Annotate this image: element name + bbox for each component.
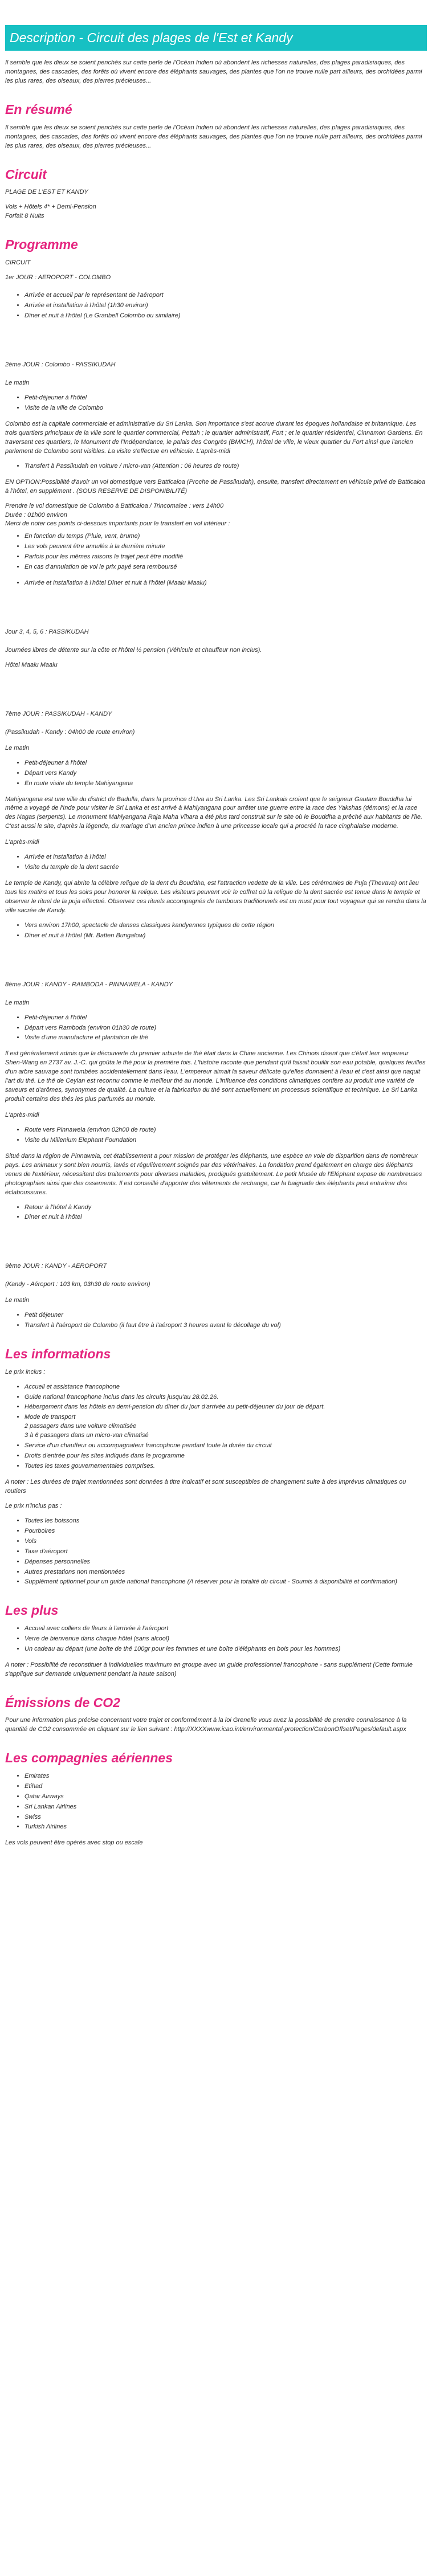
day7-sub: (Passikudah - Kandy : 04h00 de route environ) [5,728,135,736]
day2-note: Merci de noter ces points ci-dessous importants pour le transfert en vol intérieur : [5,520,230,528]
list-item: • Sri Lankan Airlines [25,1803,427,1812]
list-item: • Dépenses personnelles [25,1558,427,1567]
programme-label: CIRCUIT [5,259,31,266]
list-item: • Mode de transport 2 passagers dans une voiture climatisée 3 à 6 passagers dans un micro-van climatisé [25,1413,427,1440]
list-item: • Un cadeau au départ (une boîte de thé 100gr pour les femmes et une boîte d'éléphants en bois pour les hommes) [25,1645,427,1654]
day3-hotel: Hôtel Maalu Maalu [5,661,58,668]
compagnies-list [5,1772,427,1832]
day3-title: Jour 3, 4, 5, 6 : PASSIKUDAH [5,628,89,636]
day7-matin-label: Le matin [5,744,30,752]
day7-pm-label: L'après-midi [5,839,39,846]
list-item: • Turkish Airlines [25,1823,427,1832]
inclus-list [5,1383,427,1471]
day9-matin-label: Le matin [5,1297,30,1304]
list-item: • En route visite du temple Mahiyangana [25,779,427,789]
day8-elephant: Situé dans la région de Pinnawela, cet établissement a pour mission de protéger les éléphants, une espèce en voie de disparition dans de nombreux pays. Les animaux y sont bien nourris, lavés et régulièrement soignés par des vétérinaires. La fondation prend également en charge des éléphants venus de l'extérieur, nécessitant des traitements pour diverses maladies, prodigués gratuitement. Le petit Musée de l'Eléphant expose de nombreuses photographies ainsi que des ossements. Il est conseillé d'apporter des vêtements de rechange, car la baignade des éléphants peut entraîner des éclaboussures. [5,1152,422,1196]
co2-heading: Émissions de CO2 [5,1695,120,1710]
day2-transfer-list [5,462,427,471]
list-item: • Arrivée et installation à l'hôtel (1h30 environ) [25,301,427,311]
list-item: • Dîner et nuit à l'hôtel (Mt. Batten Bungalow) [25,932,427,941]
exclus-label: Le prix n'inclus pas : [5,1502,62,1509]
list-item: • En fonction du temps (Pluie, vent, brume) [25,532,427,541]
list-item: • Petit-déjeuner à l'hôtel [25,1014,427,1023]
day9-sub: (Kandy - Aéroport : 103 km, 03h30 de route environ) [5,1281,150,1288]
compagnies-note: Les vols peuvent être opérés avec stop ou escale [5,1839,143,1847]
day8-end-list [5,1203,427,1223]
list-item: • Autres prestations non mentionnées [25,1568,427,1577]
day2-end-list [5,579,427,588]
day9-title: 9ème JOUR : KANDY - AEROPORT [5,1263,107,1270]
circuit-heading: Circuit [5,166,47,182]
list-item: • Guide national francophone inclus dans les circuits jusqu'au 28.02.26. [25,1393,427,1402]
day2-title: 2ème JOUR : Colombo - PASSIKUDAH [5,361,116,369]
plus-list [5,1624,427,1654]
list-item: • Taxe d'aéroport [25,1548,427,1557]
day7-pm-list [5,853,427,872]
list-item: • Supplément optionnel pour un guide national francophone (A réserver pour la totalité du circuit - Soumis à disponibilité et confirmation) [25,1578,427,1587]
exclus-list [5,1517,427,1587]
resume-heading: En résumé [5,102,72,117]
day2-matin-list [5,394,427,413]
day2-desc: Colombo est la capitale commerciale et administrative du Sri Lanka. Son importance s'est accrue durant les époques hollandaise et britannique. Les trois quartiers principaux de la ville sont le quartier commercial, Pettah ; le quartier administratif, Fort ; et le quartier résidentiel, Cinnamon Gardens. En traversant ces quartiers, le Monument de l'Indépendance, le palais des Congrès (BMICH), l'hôtel de ville, le vieux quartier du Fort ainsi que l'ancien parlement de Colombo sont visibles. La visite s'effectue en véhicule. L'après-midi [5,421,423,455]
list-item: • Petit déjeuner [25,1311,427,1320]
day7-temple: Le temple de Kandy, qui abrite la célèbre relique de la dent du Bouddha, est l'attraction vedette de la ville. Les cérémonies de Puja (Thevava) ont lieu tous les matins et tous les soirs pour honorer la relique. Les visiteurs peuvent voir le coffret où la relique de la dent sacrée est tenue dans le temple et observer le rituel de la puja effectué. Observez ces rituels accompagnés de tambours traditionnels est un must pour tout voyageur qui se rendra dans la ville sacrée de Kandy. [5,880,426,914]
list-item: • Visite d'une manufacture et plantation de thé [25,1034,427,1043]
day8-desc: Il est généralement admis que la découverte du premier arbuste de thé était dans la Chine ancienne. Les Chinois disent que c'était leur empereur Shen-Wang en 2737 av. J.-C. qui goûta le thé pour la première fois. L'histoire raconte que pendant qu'il faisait bouillir son eau potable, quelques feuilles d'un arbre sauvage sont tombées accidentellement dans l'eau. L'empereur aimait la saveur délicate qu'elles donnaient à l'eau et c'est ainsi que naquit l'art du thé. Le thé de Ceylan est reconnu comme le meilleur thé au monde. L'influence des conditions climatiques confère au produit une variété de saveurs et d'arômes, synonymes de qualité. La culture et la fabrication du thé sont actuellement un processus scientifique et technique. Le Sri Lanka produit certains des thés les plus parfumés au monde. [5,1050,426,1103]
programme-heading: Programme [5,236,78,252]
list-item: • En cas d'annulation de vol le prix payé sera remboursé [25,563,427,572]
plus-heading: Les plus [5,1603,59,1618]
day1-list [5,291,427,321]
list-item: • Visite de la ville de Colombo [25,404,427,413]
list-item: • Verre de bienvenue dans chaque hôtel (sans alcool) [25,1635,427,1644]
plus-note: A noter : Possibilité de reconstituer à individuelles maximum en groupe avec un guide professionnel francophone - sans supplément (Cette formule s'applique sur demande uniquement pendant la haute saison) [5,1661,413,1677]
day7-matin-list [5,759,427,789]
list-item: • Vers environ 17h00, spectacle de danses classiques kandyennes typiques de cette région [25,921,427,930]
list-item: • Visite du Millenium Elephant Foundation [25,1136,427,1145]
list-item: • Visite du temple de la dent sacrée [25,863,427,872]
circuit-duration: Forfait 8 Nuits [5,213,44,220]
list-item: • Transfert à l'aéroport de Colombo (il faut être à l'aéroport 3 heures avant le décollage du vol) [25,1321,427,1330]
list-item: • Les vols peuvent être annulés à la dernière minute [25,542,427,552]
page [5,0,427,1848]
list-item: • Dîner et nuit à l'hôtel [25,1213,427,1222]
day2-matin-label: Le matin [5,379,30,387]
list-item: • Service d'un chauffeur ou accompagnateur francophone pendant toute la durée du circuit [25,1442,427,1451]
list-item: • Vols [25,1537,427,1546]
list-item: • Emirates [25,1772,427,1781]
list-item: • Qatar Airways [25,1793,427,1802]
day8-matin-label: Le matin [5,999,30,1006]
list-item: • Toutes les taxes gouvernementales comprises. [25,1462,427,1471]
circuit-formula: Vols + Hôtels 4* + Demi-Pension [5,203,96,211]
list-item: • Etihad [25,1782,427,1791]
inclus-label: Le prix inclus : [5,1368,46,1375]
day2-flight: Prendre le vol domestique de Colombo à Batticaloa / Trincomalee : vers 14h00 [5,502,224,509]
informations-heading: Les informations [5,1346,111,1362]
day8-pm-label: L'après-midi [5,1112,39,1118]
day2-option: EN OPTION:Possibilité d'avoir un vol domestique vers Batticaloa (Proche de Passikudah), ensuite, transfert directement en véhicule privé de Batticaloa à l'hôtel, en supplément . (SOUS RESERVE DE DISPONIBILITÉ) [5,478,426,495]
list-item: • Accueil avec colliers de fleurs à l'arrivée à l'aéroport [25,1624,427,1634]
day7-end-list [5,921,427,941]
list-item: • Parfois pour les mêmes raisons le trajet peut être modifié [25,553,427,562]
list-item: • Droits d'entrée pour les sites indiqués dans le programme [25,1452,427,1461]
list-item: • Petit-déjeuner à l'hôtel [25,394,427,403]
co2-text: Pour une information plus précise concernant votre trajet et conformément à la loi Grenelle vous avez la possibilité de prendre connaissance à la quantité de CO2 consommée en cliquant sur le lien suivant : http://XXXXwww.icao.int/environmental-protection/CarbonOffset/Pages/default.aspx [5,1717,407,1733]
list-item: • Dîner et nuit à l'hôtel (Le Granbell Colombo ou similaire) [25,312,427,321]
day2-flight-duration: Durée : 01h00 environ [5,511,67,519]
list-item: • Départ vers Kandy [25,769,427,778]
list-item: • Transfert à Passikudah en voiture / micro-van (Attention : 06 heures de route) [25,462,427,471]
list-item: • Retour à l'hôtel à Kandy [25,1203,427,1213]
compagnies-heading: Les compagnies aériennes [5,1750,173,1766]
day7-desc: Mahiyangana est une ville du district de Badulla, dans la province d'Uva au Sri Lanka. Les Sri Lankais croient que le seigneur Gautam Bouddha lui même a voyagé de l'Inde pour visiter le Sri Lanka et est arrivé à Mahiyangana pour arrêter une guerre entre la race des Yakshas (démons) et la race des Nagas (serpents). Le monument Mahiyangana Raja Maha Vihara a été plus tard construit sur le site où le Bouddha a prêché aux habitants de l'île. C'est aussi le site, d'après la légende, du mariage d'un ancien prince indien à une princesse locale qui a procréé la race cinghalaise moderne. [5,795,422,830]
intro-text: Il semble que les dieux se soient penchés sur cette perle de l'Océan Indien où abondent les richesses naturelles, des plages paradisiaques, des montagnes, des cascades, des forêts où vivent encore des éléphants sauvages, des plantes que l'on ne trouve nulle part ailleurs, des orchidées parmi les plus rares, des oiseaux, des pierres précieuses... [5,59,422,85]
circuit-name: PLAGE DE L'EST ET KANDY [5,189,88,196]
day1-title: 1er JOUR : AEROPORT - COLOMBO [5,273,111,281]
list-item: • Hébergement dans les hôtels en demi-pension du dîner du jour d'arrivée au petit-déjeuner du jour de départ. [25,1403,427,1412]
page-title: Description - Circuit des plages de l'Est et Kandy [5,25,427,51]
list-item: • Route vers Pinnawela (environ 02h00 de route) [25,1126,427,1135]
day8-title: 8ème JOUR : KANDY - RAMBODA - PINNAWELA - KANDY [5,981,173,988]
list-item: • Arrivée et accueil par le représentant de l'aéroport [25,291,427,300]
list-item: • Accueil et assistance francophone [25,1383,427,1392]
list-item: • Arrivée et installation à l'hôtel Dîner et nuit à l'hôtel (Maalu Maalu) [25,579,427,588]
day8-pm-list [5,1126,427,1145]
day2-note-list [5,532,427,572]
day8-matin-list [5,1014,427,1043]
list-item: • Swiss [25,1813,427,1822]
resume-text: Il semble que les dieux se soient penchés sur cette perle de l'Océan Indien où abondent les richesses naturelles, des plages paradisiaques, des montagnes, des cascades, des forêts où vivent encore des éléphants sauvages, des plantes que l'on ne trouve nulle part ailleurs, des orchidées parmi les plus rares, des oiseaux, des pierres précieuses... [5,124,422,149]
day3-desc: Journées libres de détente sur la côte et l'hôtel ½ pension (Véhicule et chauffeur non inclus). [5,647,262,654]
day7-title: 7ème JOUR : PASSIKUDAH - KANDY [5,710,112,717]
list-item: • Petit-déjeuner à l'hôtel [25,759,427,768]
list-item: • Arrivée et installation à l'hôtel [25,853,427,862]
day9-matin-list [5,1311,427,1330]
list-item: • Départ vers Ramboda (environ 01h30 de route) [25,1024,427,1033]
list-item: • Toutes les boissons [25,1517,427,1526]
list-item: • Pourboires [25,1527,427,1536]
informations-note: A noter : Les durées de trajet mentionnées sont données à titre indicatif et sont susceptibles de changement suite à des imprévus climatiques ou routiers [5,1479,406,1495]
